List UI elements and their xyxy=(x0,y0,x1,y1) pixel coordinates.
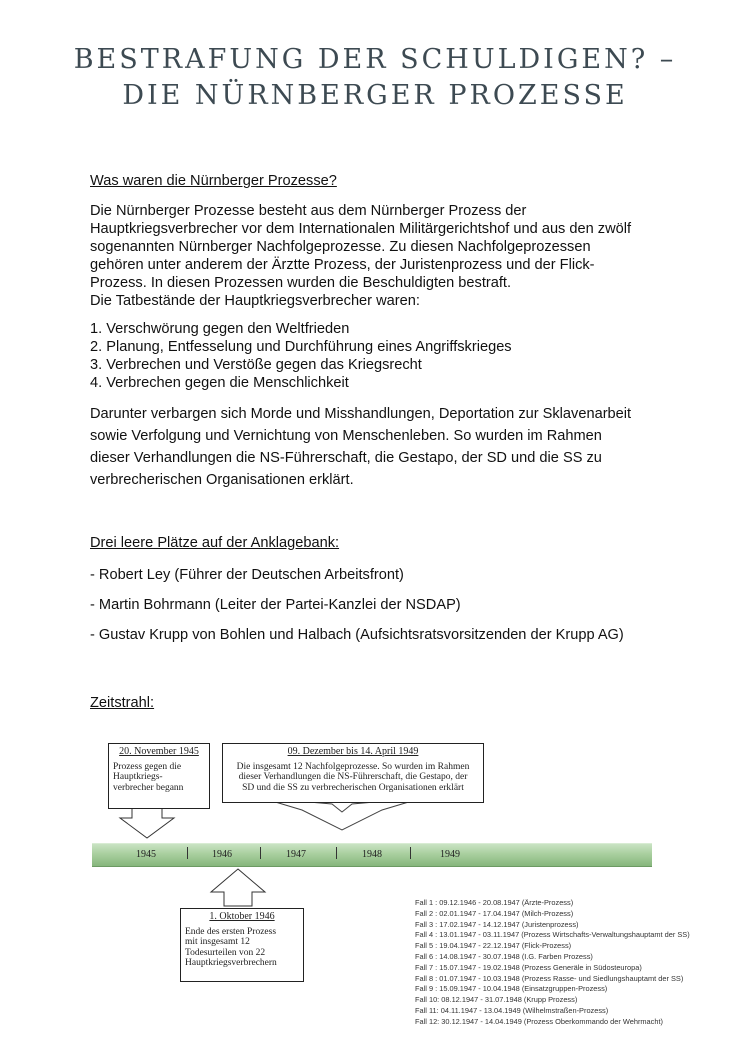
year-label: 1947 xyxy=(286,849,306,860)
timeline-box-nov-1945 xyxy=(108,743,210,809)
year-divider xyxy=(260,847,261,859)
followup-trials-list xyxy=(415,898,745,1028)
list-item: 1. Verschwörung gegen den Weltfrieden xyxy=(90,321,350,337)
box-date: 09. Dezember bis 14. April 1949 xyxy=(287,746,419,757)
text-line: Darunter verbargen sich Morde und Misshandlungen, Deportation zur Sklavenarbeit xyxy=(90,406,632,422)
text-line: dieser Verhandlungen die NS-Führerschaft, die Gestapo, der SD und die SS zu xyxy=(90,450,602,466)
year-label: 1946 xyxy=(212,849,232,860)
list-item: Fall 6 : 14.08.1947 - 30.07.1948 (I.G. Farben Prozess) xyxy=(415,951,593,961)
title-line-1: BESTRAFUNG DER SCHULDIGEN? – xyxy=(73,44,677,75)
text-line: Die Nürnberger Prozesse besteht aus dem Nürnberger Prozess der xyxy=(90,203,527,219)
list-item: Fall 8 : 01.07.1947 - 10.03.1948 (Prozess Rasse- und Siedlungshauptamt der SS) xyxy=(415,973,684,983)
box-text: Hauptkriegs- xyxy=(113,772,163,782)
box-date: 1. Oktober 1946 xyxy=(209,911,275,922)
list-item: Fall 11: 04.11.1947 - 13.04.1949 (Wilhelmstraßen-Prozess) xyxy=(415,1005,609,1015)
box-text: SD und die SS zu verbrecherischen Organisationen erklärt xyxy=(242,782,464,793)
list-item: Fall 2 : 02.01.1947 - 17.04.1947 (Milch-Prozess) xyxy=(415,908,574,918)
list-item: - Robert Ley (Führer der Deutschen Arbeitsfront) xyxy=(90,567,404,583)
list-item: Fall 5 : 19.04.1947 - 22.12.1947 (Flick-Prozess) xyxy=(415,941,572,951)
list-item: Fall 1 : 09.12.1946 - 20.08.1947 (Ärzte-Prozess) xyxy=(415,898,574,907)
year-label: 1949 xyxy=(440,849,460,860)
list-item: Fall 4 : 13.01.1947 - 03.11.1947 (Prozess Wirtschafts-Verwaltungshauptamt der SS) xyxy=(415,930,690,940)
box-text: Hauptkriegsverbrechern xyxy=(185,958,277,968)
year-divider xyxy=(336,847,337,859)
list-item: Fall 7 : 15.07.1947 - 19.02.1948 (Prozess Generäle in Südosteuropa) xyxy=(415,962,642,972)
text-line: gehören unter anderem der Ärztte Prozess, der Juristenprozess und der Flick- xyxy=(90,257,595,273)
year-label: 1945 xyxy=(136,849,156,860)
box-text: Die insgesamt 12 Nachfolgeprozesse. So wurden im Rahmen xyxy=(236,761,470,772)
box-text: verbrecher begann xyxy=(113,782,184,793)
year-divider xyxy=(187,847,188,859)
text-line: Hauptkriegsverbrecher vor dem Internationalen Militärgerichtshof und aus den zwölf xyxy=(90,221,632,237)
box-text: Prozess gegen die xyxy=(113,761,182,772)
box-text: Ende des ersten Prozess xyxy=(185,926,277,937)
list-item: - Gustav Krupp von Bohlen und Halbach (Aufsichtsratsvorsitzenden der Krupp AG) xyxy=(90,627,624,643)
year-divider xyxy=(410,847,411,859)
list-item: Fall 9 : 15.09.1947 - 10.04.1948 (Einsatzgruppen-Prozess) xyxy=(415,984,608,994)
text-line: Prozess. In diesen Prozessen wurden die Beschuldigten bestraft. xyxy=(90,275,512,291)
timeline-box-followup-trials xyxy=(222,743,484,803)
list-item: 3. Verbrechen und Verstöße gegen das Kriegsrecht xyxy=(90,357,422,373)
list-item: 4. Verbrechen gegen die Menschlichkeit xyxy=(90,375,349,391)
section-heading: Drei leere Plätze auf der Anklagebank: xyxy=(90,535,340,551)
box-date: 20. November 1945 xyxy=(119,746,199,757)
title-line-2: DIE NÜRNBERGER PROZESSE xyxy=(122,80,628,111)
box-text: Todesurteilen von 22 xyxy=(185,947,266,958)
timeline-box-oct-1946 xyxy=(180,908,304,982)
section-heading: Was waren die Nürnberger Prozesse? xyxy=(90,173,337,189)
list-item: 2. Planung, Entfesselung und Durchführung eines Angriffskrieges xyxy=(90,339,512,355)
arrow-up-icon xyxy=(211,869,265,906)
text-line: Die Tatbestände der Hauptkriegsverbrecher waren: xyxy=(90,293,420,309)
list-item: Fall 12: 30.12.1947 - 14.04.1949 (Prozess Oberkommando der Wehrmacht) xyxy=(415,1016,663,1026)
text-line: sogenannten Nürnberger Nachfolgeprozesse. Zu diesen Nachfolgeprozessen xyxy=(90,239,591,255)
list-item: - Martin Bohrmann (Leiter der Partei-Kanzlei der NSDAP) xyxy=(90,597,461,613)
list-item: Fall 3 : 17.02.1947 - 14.12.1947 (Juristenprozess) xyxy=(415,919,579,929)
box-text: dieser Verhandlungen die NS-Führerschaft, die Gestapo, der xyxy=(238,772,468,782)
text-line: sowie Verfolgung und Vernichtung von Menschenleben. So wurden im Rahmen xyxy=(90,428,602,444)
box-text: mit insgesamt 12 xyxy=(185,937,250,947)
section-heading: Zeitstrahl: xyxy=(90,695,155,711)
arrow-down-icon xyxy=(120,806,174,838)
year-label: 1948 xyxy=(362,849,382,860)
list-item: Fall 10: 08.12.1947 - 31.07.1948 (Krupp Prozess) xyxy=(415,995,578,1005)
text-line: verbrecherischen Organisationen erklärt. xyxy=(90,472,354,488)
